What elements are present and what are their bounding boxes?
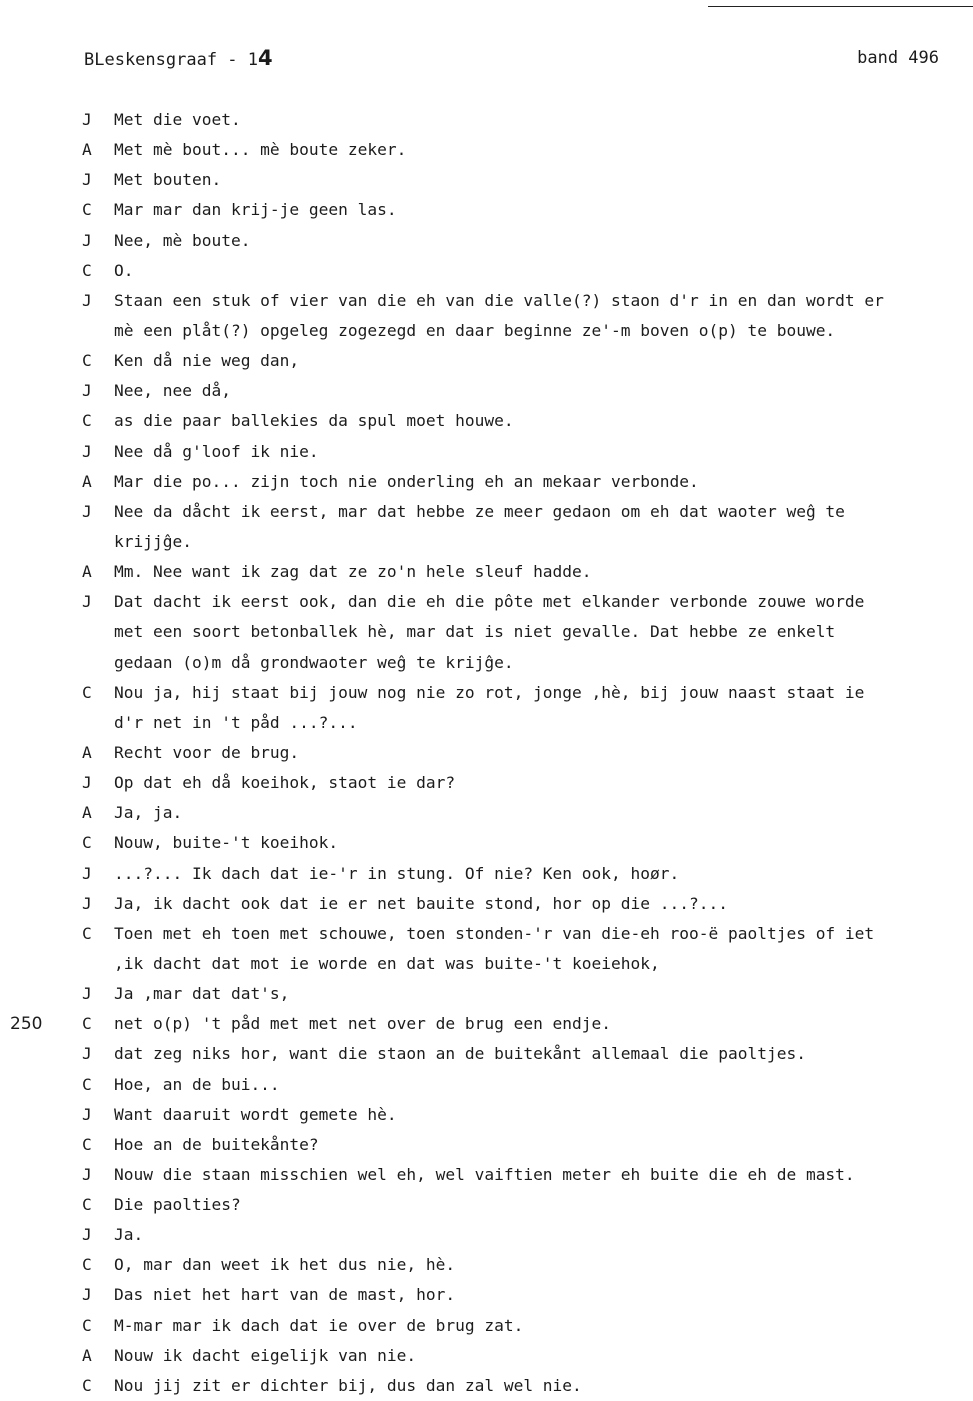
utterance-text: Ja. <box>114 1225 144 1245</box>
transcript-line <box>0 467 973 497</box>
utterance-text: Nouw, buite-'t koeihok. <box>114 833 339 853</box>
utterance-text: Nee da dåcht ik eerst, mar dat hebbe ze meer gedaon om eh dat waoter weĝ te <box>114 501 845 521</box>
transcript-line <box>0 587 973 617</box>
transcript-line <box>0 286 973 316</box>
utterance-text: Mar mar dan krij-je geen las. <box>114 200 397 220</box>
speaker-label: A <box>82 803 92 823</box>
utterance-text: gedaan (o)m då grondwaoter weĝ te krijĝe. <box>114 652 514 672</box>
transcript-line <box>0 135 973 165</box>
utterance-text: Ja ,mar dat dat's, <box>114 984 290 1004</box>
speaker-label: J <box>82 773 92 793</box>
utterance-text: ,ik dacht dat mot ie worde en dat was buite-'t koeiehok, <box>114 953 660 973</box>
utterance-text: Nee, mè boute. <box>114 230 251 250</box>
transcript-line <box>0 1220 973 1250</box>
header-title <box>84 46 273 72</box>
transcript <box>0 105 973 1401</box>
speaker-label: J <box>82 863 92 883</box>
utterance-text: Hoe, an de bui... <box>114 1074 280 1094</box>
transcript-line <box>0 1341 973 1371</box>
speaker-label: C <box>82 411 92 431</box>
utterance-text: Recht voor de brug. <box>114 742 300 762</box>
speaker-label: J <box>82 1164 92 1184</box>
transcript-line <box>0 376 973 406</box>
utterance-text: Nouw ik dacht eigelijk van nie. <box>114 1345 417 1365</box>
speaker-label: C <box>82 682 92 702</box>
speaker-label: C <box>82 1375 92 1395</box>
transcript-line <box>0 738 973 768</box>
transcript-line <box>0 437 973 467</box>
transcript-line <box>0 889 973 919</box>
transcript-line <box>0 859 973 889</box>
speaker-label: J <box>82 592 92 612</box>
transcript-line <box>0 557 973 587</box>
speaker-label: J <box>82 290 92 310</box>
utterance-text: Nouw die staan misschien wel eh, wel vaiftien meter eh buite die eh de mast. <box>114 1164 855 1184</box>
speaker-label: C <box>82 923 92 943</box>
utterance-text: net o(p) 't påd met met net over de brug een endje. <box>114 1014 612 1034</box>
utterance-text: M-mar mar ik dach dat ie over de brug zat. <box>114 1315 524 1335</box>
transcript-line <box>0 1280 973 1310</box>
utterance-text: Dat dacht ik eerst ook, dan die eh die pôte met elkander verbonde zouwe worde <box>114 592 865 612</box>
band-label: band 496 <box>857 48 939 68</box>
utterance-text: Nou ja, hij staat bij jouw nog nie zo rot, jonge ,hè, bij jouw naast staat ie <box>114 682 865 702</box>
transcript-line <box>0 497 973 527</box>
transcript-line <box>0 406 973 436</box>
utterance-text: Ken då nie weg dan, <box>114 351 300 371</box>
transcript-line <box>0 165 973 195</box>
utterance-text: O. <box>114 260 134 280</box>
transcript-line <box>0 316 973 346</box>
transcript-line <box>0 1039 973 1069</box>
speaker-label: C <box>82 260 92 280</box>
margin-line-number: 250 <box>10 1014 43 1035</box>
transcript-line <box>0 1190 973 1220</box>
speaker-label: C <box>82 1134 92 1154</box>
speaker-label: C <box>82 351 92 371</box>
utterance-text: Ja, ik dacht ook dat ie er net bauite stond, hor op die ...?... <box>114 893 728 913</box>
utterance-text: ...?... Ik dach dat ie-'r in stung. Of nie? Ken ook, hoør. <box>114 863 680 883</box>
header-title-text: BLeskensgraaf - 1 <box>84 50 258 70</box>
speaker-label: A <box>82 1345 92 1365</box>
speaker-label: C <box>82 1195 92 1215</box>
transcript-line <box>0 1009 973 1039</box>
utterance-text: Met mè bout... mè boute zeker. <box>114 140 407 160</box>
transcript-line <box>0 1130 973 1160</box>
speaker-label: A <box>82 471 92 491</box>
transcript-line <box>0 226 973 256</box>
transcript-line <box>0 1100 973 1130</box>
transcript-line <box>0 195 973 225</box>
utterance-text: Staan een stuk of vier van die eh van die valle(?) staon d'r in en dan wordt er <box>114 290 884 310</box>
utterance-text: Nee, nee då, <box>114 381 231 401</box>
speaker-label: J <box>82 893 92 913</box>
speaker-label: A <box>82 742 92 762</box>
utterance-text: mè een plåt(?) opgeleg zogezegd en daar beginne ze'-m boven o(p) te bouwe. <box>114 320 836 340</box>
transcript-line <box>0 1160 973 1190</box>
utterance-text: met een soort betonballek hè, mar dat is niet gevalle. Dat hebbe ze enkelt <box>114 622 836 642</box>
transcript-line <box>0 256 973 286</box>
page-number: 4 <box>258 46 273 70</box>
utterance-text: d'r net in 't påd ...?... <box>114 712 358 732</box>
transcript-line <box>0 979 973 1009</box>
speaker-label: J <box>82 1285 92 1305</box>
transcript-line <box>0 346 973 376</box>
speaker-label: C <box>82 1014 92 1034</box>
transcript-line <box>0 648 973 678</box>
speaker-label: A <box>82 140 92 160</box>
speaker-label: J <box>82 170 92 190</box>
speaker-label: A <box>82 562 92 582</box>
transcript-line <box>0 949 973 979</box>
transcript-line <box>0 768 973 798</box>
transcript-line <box>0 1070 973 1100</box>
utterance-text: Nee då g'loof ik nie. <box>114 441 319 461</box>
utterance-text: Met die voet. <box>114 110 241 129</box>
speaker-label: C <box>82 1255 92 1275</box>
utterance-text: Toen met eh toen met schouwe, toen stonden-'r van die-eh roo-ë paoltjes of iet <box>114 923 875 943</box>
utterance-text: dat zeg niks hor, want die staon an de buitekånt allemaal die paoltjes. <box>114 1044 806 1064</box>
transcript-line <box>0 617 973 647</box>
transcript-line <box>0 1371 973 1401</box>
speaker-label: J <box>82 110 92 129</box>
utterance-text: Met bouten. <box>114 170 222 190</box>
transcript-line <box>0 828 973 858</box>
speaker-label: J <box>82 1044 92 1064</box>
transcript-line <box>0 1311 973 1341</box>
speaker-label: C <box>82 200 92 220</box>
speaker-label: C <box>82 1315 92 1335</box>
transcript-line <box>0 708 973 738</box>
speaker-label: J <box>82 1104 92 1124</box>
transcript-line <box>0 1250 973 1280</box>
speaker-label: C <box>82 833 92 853</box>
speaker-label: J <box>82 984 92 1004</box>
top-rule <box>708 6 973 7</box>
transcript-line <box>0 527 973 557</box>
utterance-text: Hoe an de buitekånte? <box>114 1134 319 1154</box>
utterance-text: Mar die po... zijn toch nie onderling eh an mekaar verbonde. <box>114 471 699 491</box>
utterance-text: Want daaruit wordt gemete hè. <box>114 1104 397 1124</box>
page-header <box>84 46 939 70</box>
transcript-line <box>0 678 973 708</box>
transcript-line <box>0 919 973 949</box>
utterance-text: Das niet het hart van de mast, hor. <box>114 1285 456 1305</box>
utterance-text: O, mar dan weet ik het dus nie, hè. <box>114 1255 456 1275</box>
utterance-text: Die paolties? <box>114 1195 241 1215</box>
utterance-text: krijjĝe. <box>114 531 192 551</box>
speaker-label: J <box>82 1225 92 1245</box>
utterance-text: Op dat eh då koeihok, staot ie dar? <box>114 773 456 793</box>
utterance-text: Mm. Nee want ik zag dat ze zo'n hele sleuf hadde. <box>114 562 592 582</box>
transcript-line <box>0 798 973 828</box>
utterance-text: Nou jij zit er dichter bij, dus dan zal wel nie. <box>114 1375 582 1395</box>
speaker-label: J <box>82 381 92 401</box>
utterance-text: as die paar ballekies da spul moet houwe. <box>114 411 514 431</box>
speaker-label: J <box>82 230 92 250</box>
speaker-label: C <box>82 1074 92 1094</box>
transcript-line <box>0 105 973 135</box>
speaker-label: J <box>82 441 92 461</box>
speaker-label: J <box>82 501 92 521</box>
utterance-text: Ja, ja. <box>114 803 183 823</box>
